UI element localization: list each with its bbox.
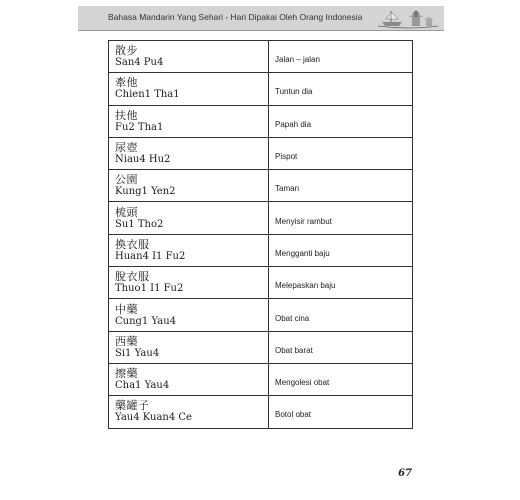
ship-pagoda-illustration-icon: [376, 7, 440, 29]
table-row: [109, 105, 413, 137]
hanzi-text: 擦藥: [115, 367, 138, 381]
table-row: [109, 299, 413, 331]
pinyin-text: Yau4 Kuan4 Ce: [115, 412, 192, 424]
pinyin-text: Thuo1 I1 Fu2: [115, 283, 184, 295]
table-row: [109, 331, 413, 363]
table-row: [109, 202, 413, 234]
chinese-cell: [109, 363, 269, 395]
meaning-cell: [269, 299, 413, 331]
page-header: [78, 6, 444, 31]
hanzi-text: 藥罐子: [115, 399, 150, 413]
hanzi-text: 換衣服: [115, 237, 150, 251]
hanzi-text: 梳頭: [115, 205, 138, 219]
page-number: 67: [398, 468, 412, 479]
chinese-cell: [109, 170, 269, 202]
meaning-text: Papah dia: [275, 119, 312, 129]
table-row: [109, 73, 413, 105]
chinese-cell: [109, 331, 269, 363]
meaning-text: Tuntun dia: [275, 87, 313, 97]
chinese-cell: [109, 299, 269, 331]
hanzi-text: 尿壺: [115, 141, 138, 155]
hanzi-text: 脫衣服: [115, 270, 150, 284]
table-row: [109, 396, 413, 428]
pinyin-text: Cung1 Yau4: [115, 315, 177, 327]
meaning-cell: [269, 396, 413, 428]
meaning-text: Melepaskan baju: [275, 281, 336, 291]
pinyin-text: Fu2 Tha1: [115, 121, 164, 133]
chinese-cell: [109, 137, 269, 169]
meaning-cell: [269, 170, 413, 202]
hanzi-text: 公園: [115, 173, 138, 187]
chinese-cell: [109, 41, 269, 73]
meaning-text: Mengolesi obat: [275, 378, 330, 388]
chinese-cell: [109, 267, 269, 299]
pinyin-text: Huan4 I1 Fu2: [115, 250, 186, 262]
chinese-cell: [109, 396, 269, 428]
table-row: [109, 137, 413, 169]
meaning-cell: [269, 363, 413, 395]
chinese-cell: [109, 73, 269, 105]
pinyin-text: Niau4 Hu2: [115, 154, 171, 166]
meaning-text: Menyisir rambut: [275, 216, 332, 226]
hanzi-text: 散步: [115, 44, 138, 58]
table-row: [109, 170, 413, 202]
table-row: [109, 41, 413, 73]
table-row: [109, 234, 413, 266]
chinese-cell: [109, 105, 269, 137]
meaning-text: Taman: [275, 184, 300, 194]
chinese-cell: [109, 202, 269, 234]
meaning-text: Mengganti baju: [275, 248, 330, 258]
meaning-text: Jalan – jalan: [275, 55, 320, 65]
hanzi-text: 扶他: [115, 108, 138, 122]
pinyin-text: Su1 Tho2: [115, 218, 164, 230]
meaning-cell: [269, 137, 413, 169]
meaning-cell: [269, 73, 413, 105]
meaning-cell: [269, 41, 413, 73]
meaning-cell: [269, 234, 413, 266]
table-row: [109, 267, 413, 299]
meaning-cell: [269, 105, 413, 137]
pinyin-text: Si1 Yau4: [115, 347, 160, 359]
hanzi-text: 中藥: [115, 302, 138, 316]
meaning-cell: [269, 202, 413, 234]
meaning-cell: [269, 331, 413, 363]
hanzi-text: 西藥: [115, 334, 138, 348]
meaning-text: Botol obat: [275, 410, 312, 420]
chinese-cell: [109, 234, 269, 266]
pinyin-text: San4 Pu4: [115, 57, 164, 69]
meaning-text: Pispot: [275, 152, 298, 162]
vocabulary-table: [108, 40, 413, 429]
table-row: [109, 363, 413, 395]
meaning-text: Obat barat: [275, 345, 313, 355]
meaning-text: Obat cina: [275, 313, 310, 323]
pinyin-text: Kung1 Yen2: [115, 186, 176, 198]
header-title: Bahasa Mandarin Yang Sehari - Hari Dipakai Oleh Orang Indonesia: [108, 12, 363, 22]
pinyin-text: Chien1 Tha1: [115, 89, 180, 101]
hanzi-text: 牽他: [115, 76, 138, 90]
pinyin-text: Cha1 Yau4: [115, 380, 170, 392]
meaning-cell: [269, 267, 413, 299]
